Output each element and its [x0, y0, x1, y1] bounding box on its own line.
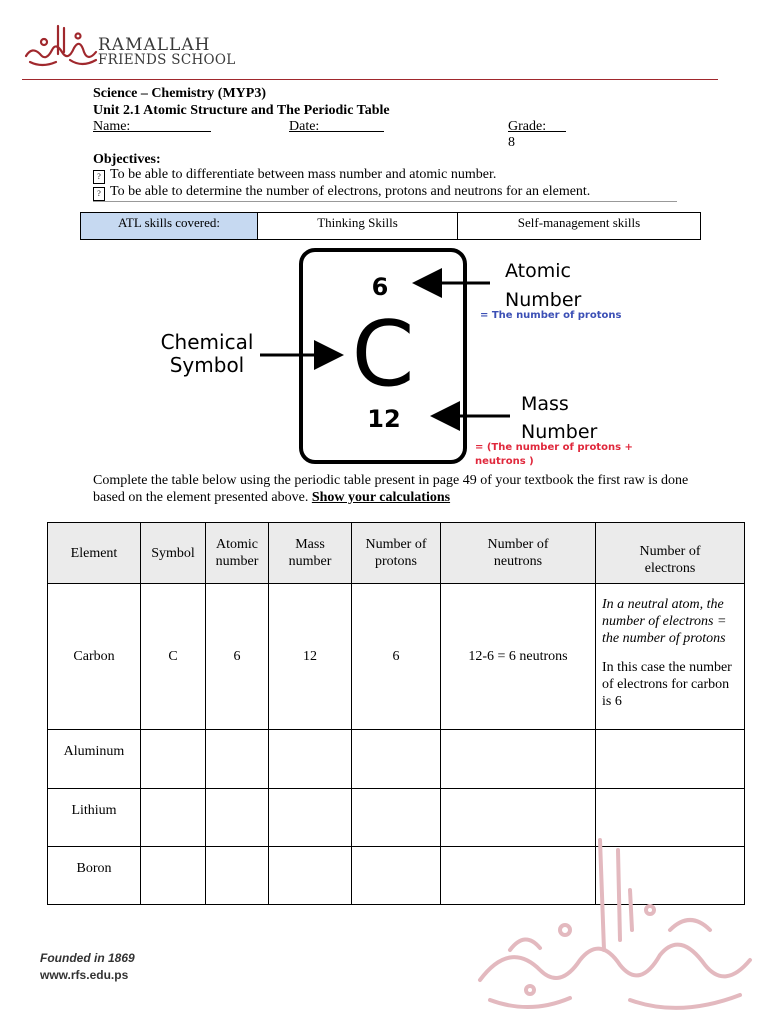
instructions	[93, 472, 693, 506]
atl-label: ATL skills covered:	[81, 213, 258, 240]
objective-text: To be able to differentiate between mass number and atomic number.	[110, 167, 497, 182]
atomic-label-2: Number	[505, 289, 582, 311]
cell-symbol[interactable]	[141, 730, 206, 789]
mass-note-1: = (The number of protons +	[475, 442, 633, 453]
element-diagram	[150, 245, 640, 470]
cell-atomic: 6	[206, 584, 269, 730]
website-link[interactable]: www.rfs.edu.ps	[40, 968, 129, 982]
mass-label-1: Mass	[521, 393, 569, 415]
instructions-text: Complete the table below using the periodic table present in page 49 of your textbook the first raw is done based on the element presented above.	[93, 473, 689, 505]
atomic-label-1: Atomic	[505, 260, 571, 282]
grade-blank[interactable]	[508, 119, 566, 132]
cell-protons[interactable]	[352, 789, 441, 847]
student-info-row	[93, 119, 653, 150]
name-label: Name:	[93, 119, 131, 134]
col-neutrons: Number of neutrons	[441, 523, 596, 584]
cell-atomic[interactable]	[206, 847, 269, 905]
atl-skill-thinking: Thinking Skills	[258, 213, 458, 240]
subject-title: Science – Chemistry (MYP3)	[93, 86, 267, 101]
cell-element: Aluminum	[48, 730, 141, 789]
chem-label-2: Symbol	[169, 353, 245, 377]
electrons-answer: In this case the number of electrons for carbon is 6	[602, 660, 732, 709]
cell-atomic[interactable]	[206, 730, 269, 789]
objective-item	[93, 183, 590, 201]
mass-label-2: Number	[521, 421, 598, 443]
table-header-row	[48, 523, 745, 584]
tile-symbol: C	[351, 302, 415, 407]
grade-label: Grade: 8	[508, 119, 547, 150]
date-label: Date:	[289, 119, 320, 134]
bullet-box-icon: ?	[93, 187, 105, 201]
atl-table	[80, 212, 701, 240]
cell-symbol: C	[141, 584, 206, 730]
cell-neutrons[interactable]	[441, 730, 596, 789]
col-mass-number: Mass number	[269, 523, 352, 584]
cell-electrons[interactable]	[596, 730, 745, 789]
cell-element: Lithium	[48, 789, 141, 847]
cell-neutrons: 12-6 = 6 neutrons	[441, 584, 596, 730]
tile-mass-number: 12	[367, 405, 401, 433]
col-protons: Number of protons	[352, 523, 441, 584]
cell-mass[interactable]	[269, 789, 352, 847]
mass-note-2: neutrons )	[475, 456, 534, 467]
cell-electrons	[596, 584, 745, 730]
school-name-line1: RAMALLAH	[98, 35, 211, 55]
col-electrons: Number of electrons	[596, 523, 745, 584]
cell-atomic[interactable]	[206, 789, 269, 847]
col-atomic-number: Atomic number	[206, 523, 269, 584]
cell-symbol[interactable]	[141, 789, 206, 847]
unit-title: Unit 2.1 Atomic Structure and The Periodic Table	[93, 103, 390, 118]
table-row	[48, 584, 745, 730]
cell-protons: 6	[352, 584, 441, 730]
objective-item	[93, 166, 496, 184]
electrons-rule: In a neutral atom, the number of electrons = the number of protons	[602, 597, 727, 646]
objectives-divider	[93, 201, 677, 202]
calligraphy-watermark	[470, 830, 760, 1020]
footer	[40, 950, 135, 984]
chem-label-1: Chemical	[160, 330, 254, 354]
cell-element: Boron	[48, 847, 141, 905]
cell-symbol[interactable]	[141, 847, 206, 905]
col-element: Element	[48, 523, 141, 584]
founded-text: Founded in 1869	[40, 951, 135, 965]
objective-text: To be able to determine the number of electrons, protons and neutrons for an element.	[110, 184, 591, 199]
objectives-title: Objectives:	[93, 152, 161, 167]
header-divider	[22, 79, 718, 80]
cell-mass[interactable]	[269, 730, 352, 789]
cell-protons[interactable]	[352, 847, 441, 905]
bullet-box-icon: ?	[93, 170, 105, 184]
tile-atomic-number: 6	[371, 273, 389, 301]
school-name-line2: FRIENDS SCHOOL	[98, 52, 236, 68]
cell-element: Carbon	[48, 584, 141, 730]
school-logo	[22, 22, 102, 72]
school-name	[98, 35, 236, 68]
date-blank[interactable]	[289, 119, 384, 132]
table-row	[48, 730, 745, 789]
atomic-note: = The number of protons	[480, 310, 622, 321]
col-symbol: Symbol	[141, 523, 206, 584]
cell-protons[interactable]	[352, 730, 441, 789]
instructions-emphasis: Show your calculations	[311, 490, 451, 505]
atl-skill-self-management: Self-management skills	[458, 213, 701, 240]
name-blank[interactable]	[93, 119, 211, 132]
cell-mass: 12	[269, 584, 352, 730]
cell-mass[interactable]	[269, 847, 352, 905]
